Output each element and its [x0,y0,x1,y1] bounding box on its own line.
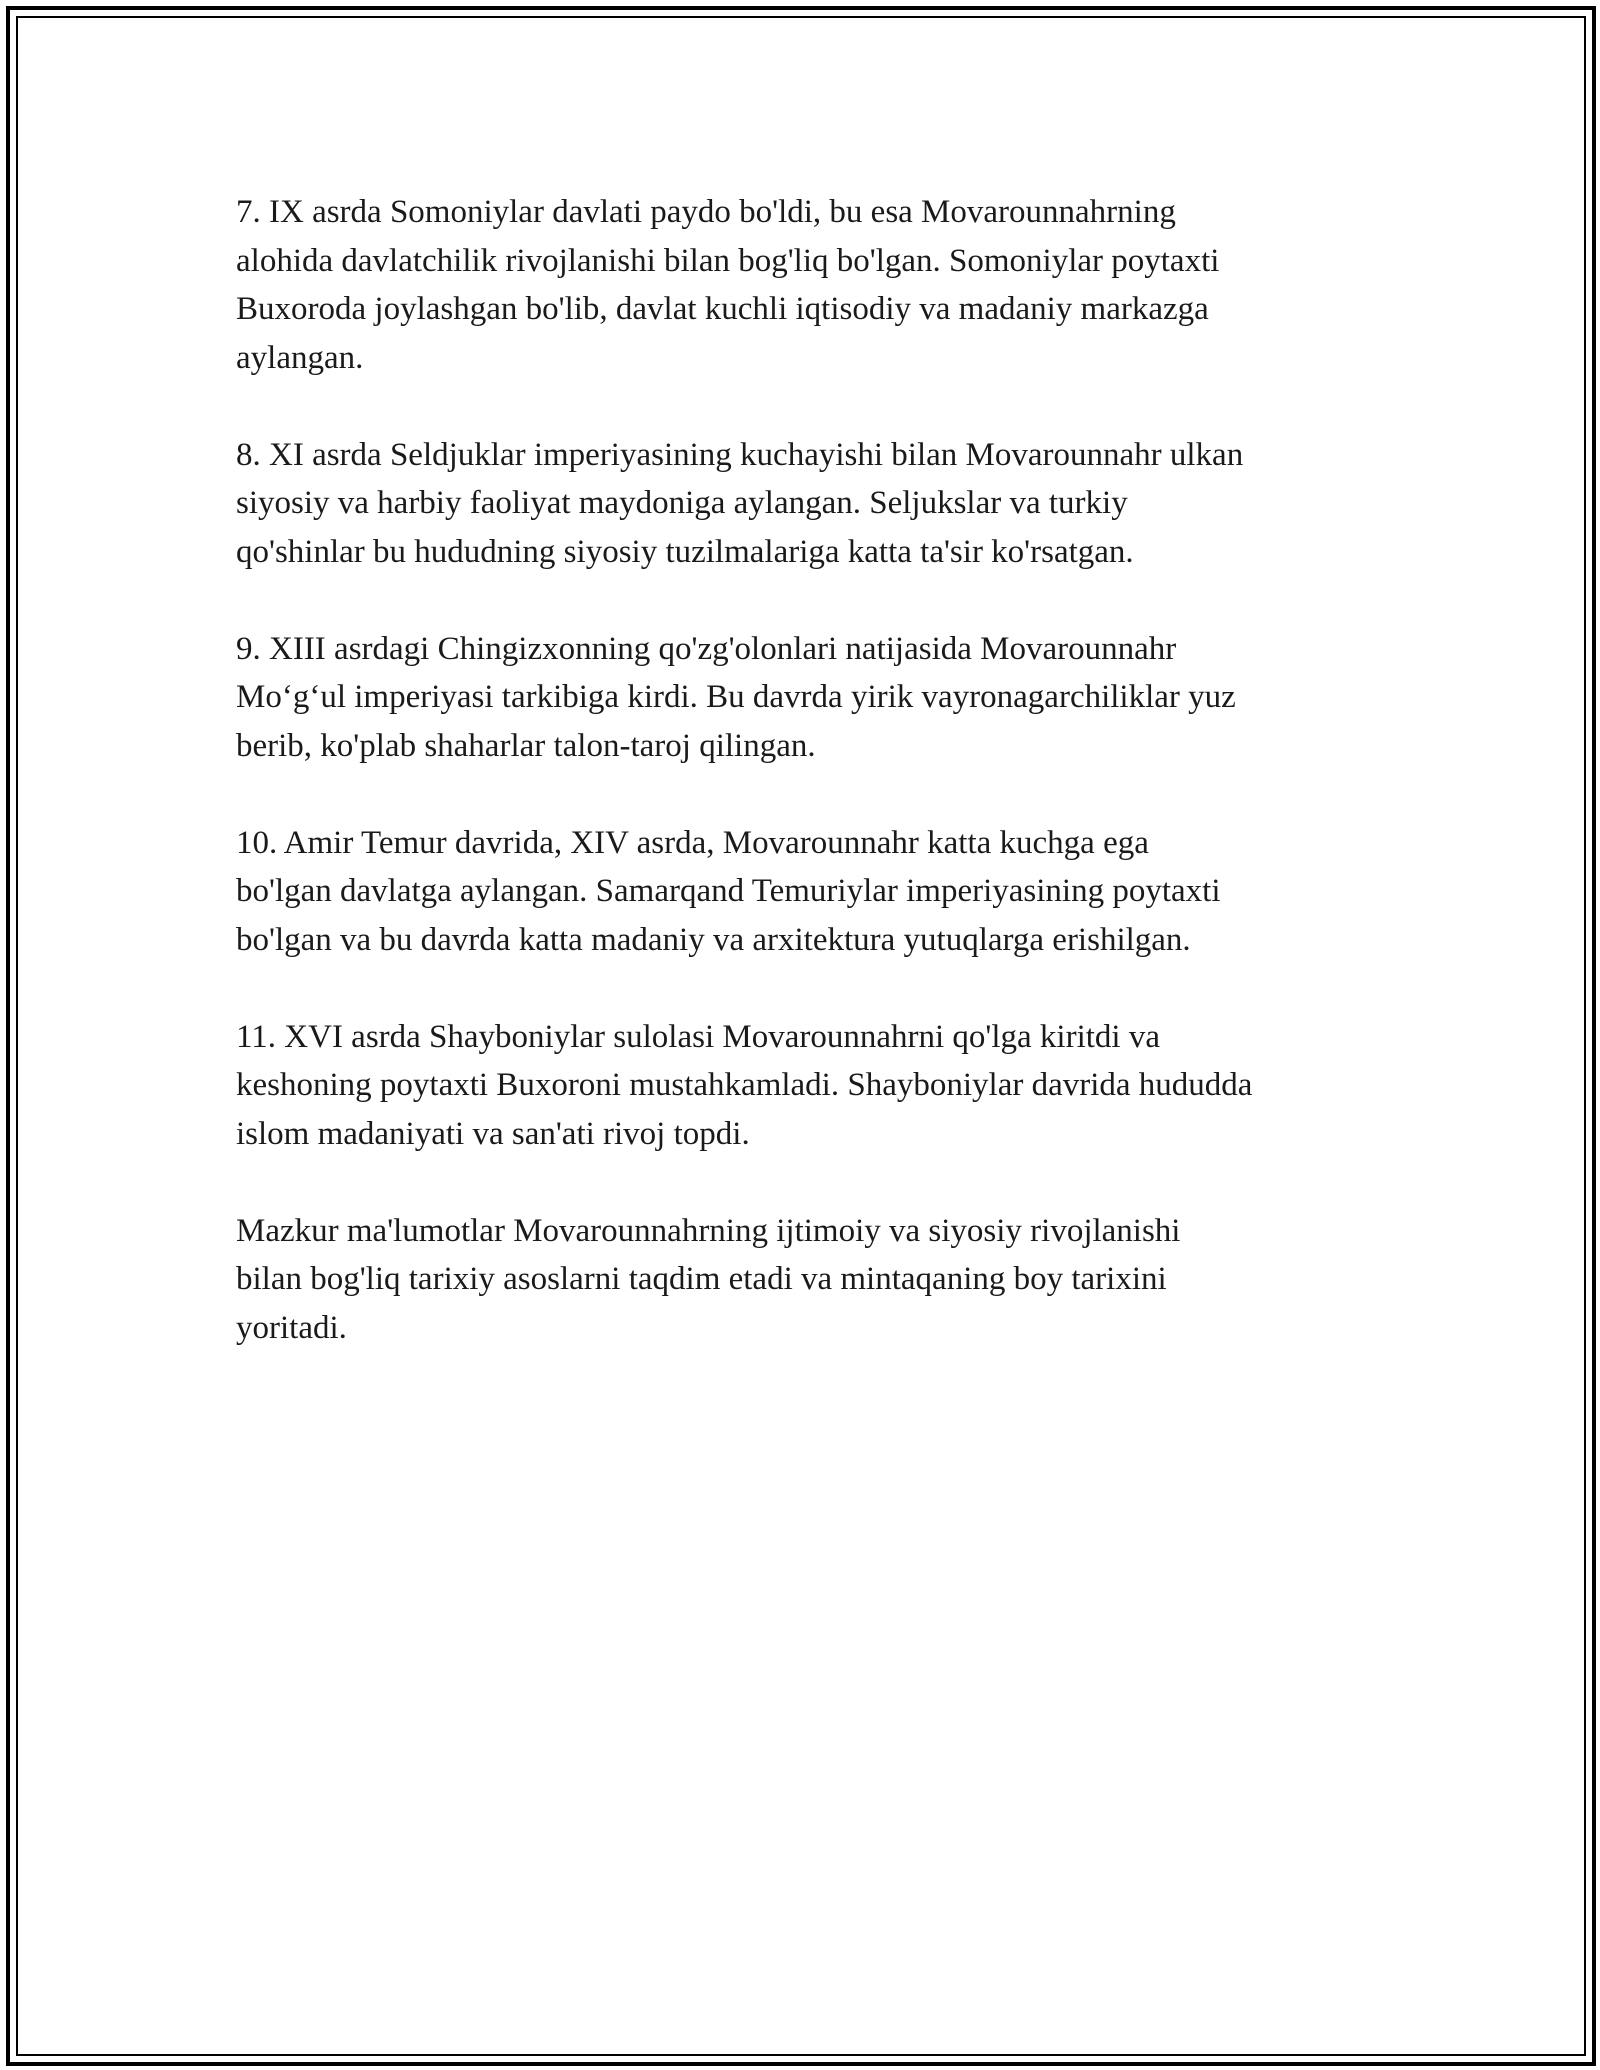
document-body [236,188,1376,1401]
conclusion-paragraph: Mazkur ma'lumotlar Movarounnahrning ijtimoiy va siyosiy rivojlanishi bilan bog'liq tarixiy asoslarni taqdim etadi va mintaqaning boy tarixini yoritadi. [236,1212,1181,1346]
paragraph-item-8: 8. XI asrda Seldjuklar imperiyasining kuchayishi bilan Movarounnahr ulkan siyosiy va harbiy faoliyat maydoniga aylangan. Seljukslar va turkiy qo'shinlar bu hududning siyosiy tuzilmalariga katta ta'sir ko'rsatgan. [236,436,1244,570]
paragraph-item-9: 9. XIII asrdagi Chingizxonning qo'zg'olonlari natijasida Movarounnahr Mo‘g‘ul imperiyasi tarkibiga kirdi. Bu davrda yirik vayronagarchiliklar yuz berib, ko'plab shaharlar talon-taroj qilingan. [236,630,1236,764]
paragraph-item-11: 11. XVI asrda Shayboniylar sulolasi Movarounnahrni qo'lga kiritdi va keshoning poytaxti Buxoroni mustahkamladi. Shayboniylar davrida hududda islom madaniyati va san'ati rivoj topdi. [236,1018,1253,1152]
paragraph-item-7: 7. IX asrda Somoniylar davlati paydo bo'ldi, bu esa Movarounnahrning alohida davlatchilik rivojlanishi bilan bog'liq bo'lgan. Somoniylar poytaxti Buxoroda joylashgan bo'lib, davlat kuchli iqtisodiy va madaniy markazga aylangan. [236,194,1220,376]
paragraph-item-10: 10. Amir Temur davrida, XIV asrda, Movarounnahr katta kuchga ega bo'lgan davlatga aylangan. Samarqand Temuriylar imperiyasining poytaxti bo'lgan va bu davrda katta madaniy va arxitektura yutuqlarga erishilgan. [236,824,1221,958]
